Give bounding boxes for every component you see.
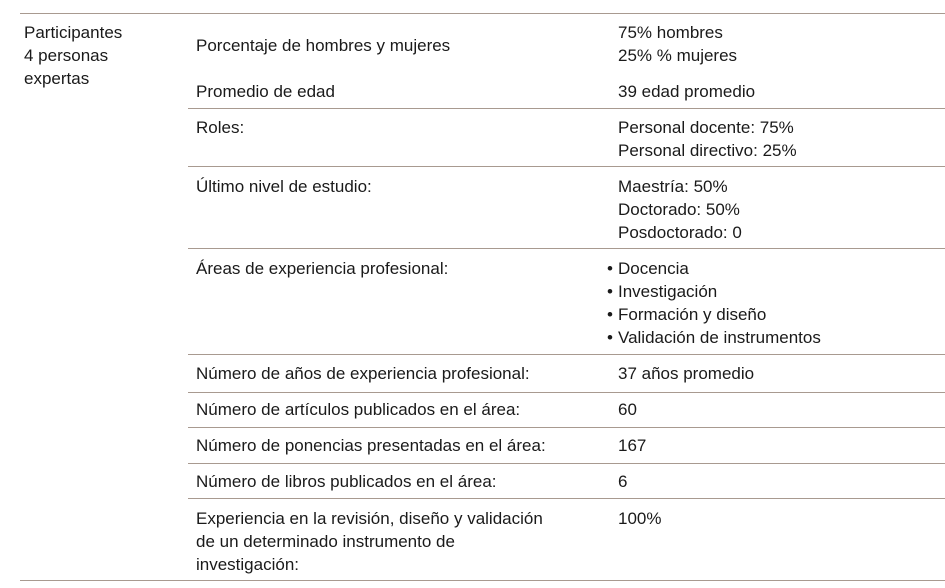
row-divider: [188, 108, 945, 109]
list-item: • Validación de instrumentos: [618, 326, 821, 349]
label-line: Experiencia en la revisión, diseño y validación: [196, 509, 543, 528]
list-item: • Docencia: [618, 257, 821, 280]
row-divider: [188, 498, 945, 499]
category-label: [24, 21, 122, 90]
row-divider: [188, 392, 945, 393]
row-divider: [188, 248, 945, 249]
row-value: 6: [618, 472, 628, 491]
row-divider: [188, 427, 945, 428]
row-label: Roles:: [196, 118, 245, 137]
row-label: [196, 507, 543, 576]
list-item: • Formación y diseño: [618, 303, 821, 326]
row-label: Porcentaje de hombres y mujeres: [196, 36, 451, 55]
row-divider: [188, 354, 945, 355]
list-item: • Investigación: [618, 280, 821, 303]
row-value: 37 años promedio: [618, 364, 755, 383]
label-line: de un determinado instrumento de: [196, 532, 455, 551]
row-value: 167: [618, 436, 647, 455]
label-line: investigación:: [196, 555, 300, 574]
table-bottom-border: [20, 580, 945, 581]
row-label: Promedio de edad: [196, 82, 335, 101]
value-line: Personal docente: 75%: [618, 118, 794, 137]
row-value: 60: [618, 400, 637, 419]
row-value: [618, 116, 797, 162]
value-line: Posdoctorado: 0: [618, 223, 742, 242]
row-divider: [188, 463, 945, 464]
value-line: Doctorado: 50%: [618, 200, 740, 219]
value-line: 25% % mujeres: [618, 46, 738, 65]
row-label: Último nivel de estudio:: [196, 177, 372, 196]
row-value: [618, 175, 742, 244]
category-title: Participantes: [24, 23, 123, 42]
row-label: Número de libros publicados en el área:: [196, 472, 497, 491]
row-label: Número de ponencias presentadas en el área:: [196, 436, 546, 455]
row-value: 39 edad promedio: [618, 82, 756, 101]
table-top-border: [20, 13, 945, 14]
row-divider: [188, 166, 945, 167]
category-count: 4 personas: [24, 46, 109, 65]
row-label: Áreas de experiencia profesional:: [196, 259, 449, 278]
row-value-list: [618, 257, 821, 349]
category-descriptor: expertas: [24, 69, 90, 88]
value-line: Personal directivo: 25%: [618, 141, 797, 160]
value-line: Maestría: 50%: [618, 177, 728, 196]
value-line: 75% hombres: [618, 23, 723, 42]
row-value: [618, 21, 737, 67]
row-label: Número de artículos publicados en el área:: [196, 400, 521, 419]
row-label: Número de años de experiencia profesional:: [196, 364, 530, 383]
row-value: 100%: [618, 509, 662, 528]
